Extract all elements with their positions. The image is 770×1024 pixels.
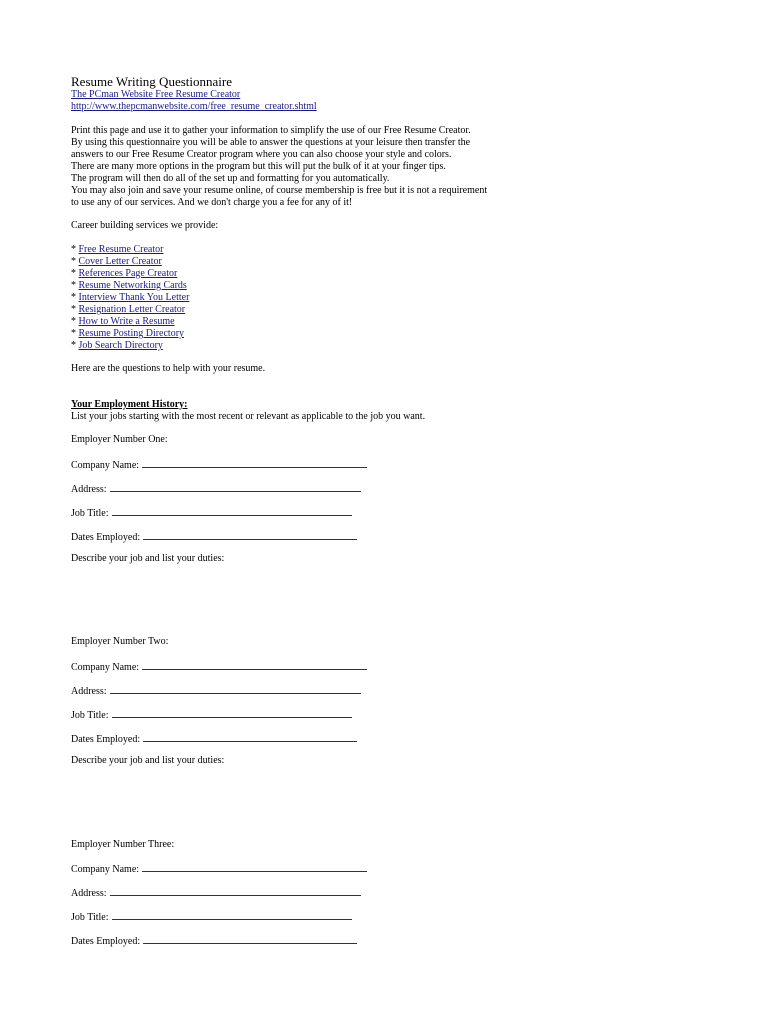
intro-line: to use any of our services. And we don't charge you a fee for any of it! (71, 197, 353, 208)
service-link-references-page-creator[interactable]: References Page Creator (78, 268, 178, 279)
dates-employed-field[interactable] (143, 530, 357, 540)
describe-duties-label: Describe your job and list your duties: (71, 755, 225, 766)
describe-duties-label: Describe your job and list your duties: (71, 553, 225, 564)
bullet: * (71, 340, 76, 351)
dates-employed-label: Dates Employed: (71, 734, 141, 745)
service-item (71, 292, 189, 304)
job-title-field[interactable] (112, 708, 352, 718)
address-field[interactable] (110, 684, 361, 694)
job-title-row (71, 708, 352, 722)
address-label: Address: (71, 686, 107, 697)
service-link-free-resume-creator[interactable]: Free Resume Creator (78, 244, 164, 255)
job-title-field[interactable] (112, 506, 352, 516)
employer-label: Employer Number Three: (71, 839, 175, 850)
intro-line: The program will then do all of the set up and formatting for you automatically. (71, 173, 390, 184)
dates-employed-field[interactable] (143, 934, 357, 944)
company-name-row (71, 862, 367, 876)
dates-employed-label: Dates Employed: (71, 532, 141, 543)
page-title: Resume Writing Questionnaire (71, 74, 232, 89)
intro-line: You may also join and save your resume online, of course membership is free but it is not a requirement (71, 185, 488, 196)
url-link[interactable]: http://www.thepcmanwebsite.com/free_resume_creator.shtml (71, 101, 317, 112)
job-title-label: Job Title: (71, 912, 109, 923)
service-item (71, 244, 163, 256)
company-name-label: Company Name: (71, 864, 140, 875)
job-title-label: Job Title: (71, 508, 109, 519)
job-title-row (71, 910, 352, 924)
dates-employed-row (71, 530, 357, 544)
employment-instructions: List your jobs starting with the most recent or relevant as applicable to the job you want. (71, 411, 426, 422)
employment-heading: Your Employment History: (71, 399, 188, 410)
company-name-field[interactable] (142, 660, 367, 670)
address-field[interactable] (110, 886, 361, 896)
bullet: * (71, 268, 76, 279)
address-row (71, 886, 361, 900)
bullet: * (71, 304, 76, 315)
address-label: Address: (71, 484, 107, 495)
service-link-how-to-write-a-resume[interactable]: How to Write a Resume (78, 316, 175, 327)
site-link[interactable]: The PCman Website Free Resume Creator (71, 89, 241, 100)
bullet: * (71, 292, 76, 303)
address-field[interactable] (110, 482, 361, 492)
dates-employed-field[interactable] (143, 732, 357, 742)
job-title-field[interactable] (112, 910, 352, 920)
bullet: * (71, 244, 76, 255)
company-name-label: Company Name: (71, 460, 140, 471)
questions-intro: Here are the questions to help with your resume. (71, 363, 266, 374)
intro-line: There are many more options in the program but this will put the bulk of it at your finger tips. (71, 161, 446, 172)
job-title-row (71, 506, 352, 520)
intro-line: Print this page and use it to gather your information to simplify the use of our Free Resume Creator. (71, 125, 471, 136)
address-row (71, 684, 361, 698)
service-link-job-search-directory[interactable]: Job Search Directory (78, 340, 163, 351)
dates-employed-label: Dates Employed: (71, 936, 141, 947)
address-row (71, 482, 361, 496)
company-name-field[interactable] (142, 862, 367, 872)
service-link-interview-thank-you-letter[interactable]: Interview Thank You Letter (78, 292, 190, 303)
intro-line: By using this questionnaire you will be able to answer the questions at your leisure then transfer the (71, 137, 471, 148)
service-item (71, 280, 187, 292)
company-name-row (71, 660, 367, 674)
service-link-resignation-letter-creator[interactable]: Resignation Letter Creator (78, 304, 186, 315)
service-item (71, 304, 185, 316)
service-link-resume-networking-cards[interactable]: Resume Networking Cards (78, 280, 187, 291)
address-label: Address: (71, 888, 107, 899)
dates-employed-row (71, 934, 357, 948)
service-link-cover-letter-creator[interactable]: Cover Letter Creator (78, 256, 162, 267)
intro-line: answers to our Free Resume Creator program where you can also choose your style and colors. (71, 149, 452, 160)
job-title-label: Job Title: (71, 710, 109, 721)
dates-employed-row (71, 732, 357, 746)
service-item (71, 340, 163, 352)
company-name-row (71, 458, 367, 472)
service-item (71, 328, 184, 340)
employer-label: Employer Number One: (71, 434, 168, 445)
bullet: * (71, 256, 76, 267)
bullet: * (71, 328, 76, 339)
service-item (71, 256, 162, 268)
bullet: * (71, 316, 76, 327)
company-name-label: Company Name: (71, 662, 140, 673)
employer-label: Employer Number Two: (71, 636, 169, 647)
service-item (71, 268, 177, 280)
company-name-field[interactable] (142, 458, 367, 468)
service-link-resume-posting-directory[interactable]: Resume Posting Directory (78, 328, 185, 339)
services-heading: Career building services we provide: (71, 220, 219, 231)
bullet: * (71, 280, 76, 291)
service-item (71, 316, 175, 328)
